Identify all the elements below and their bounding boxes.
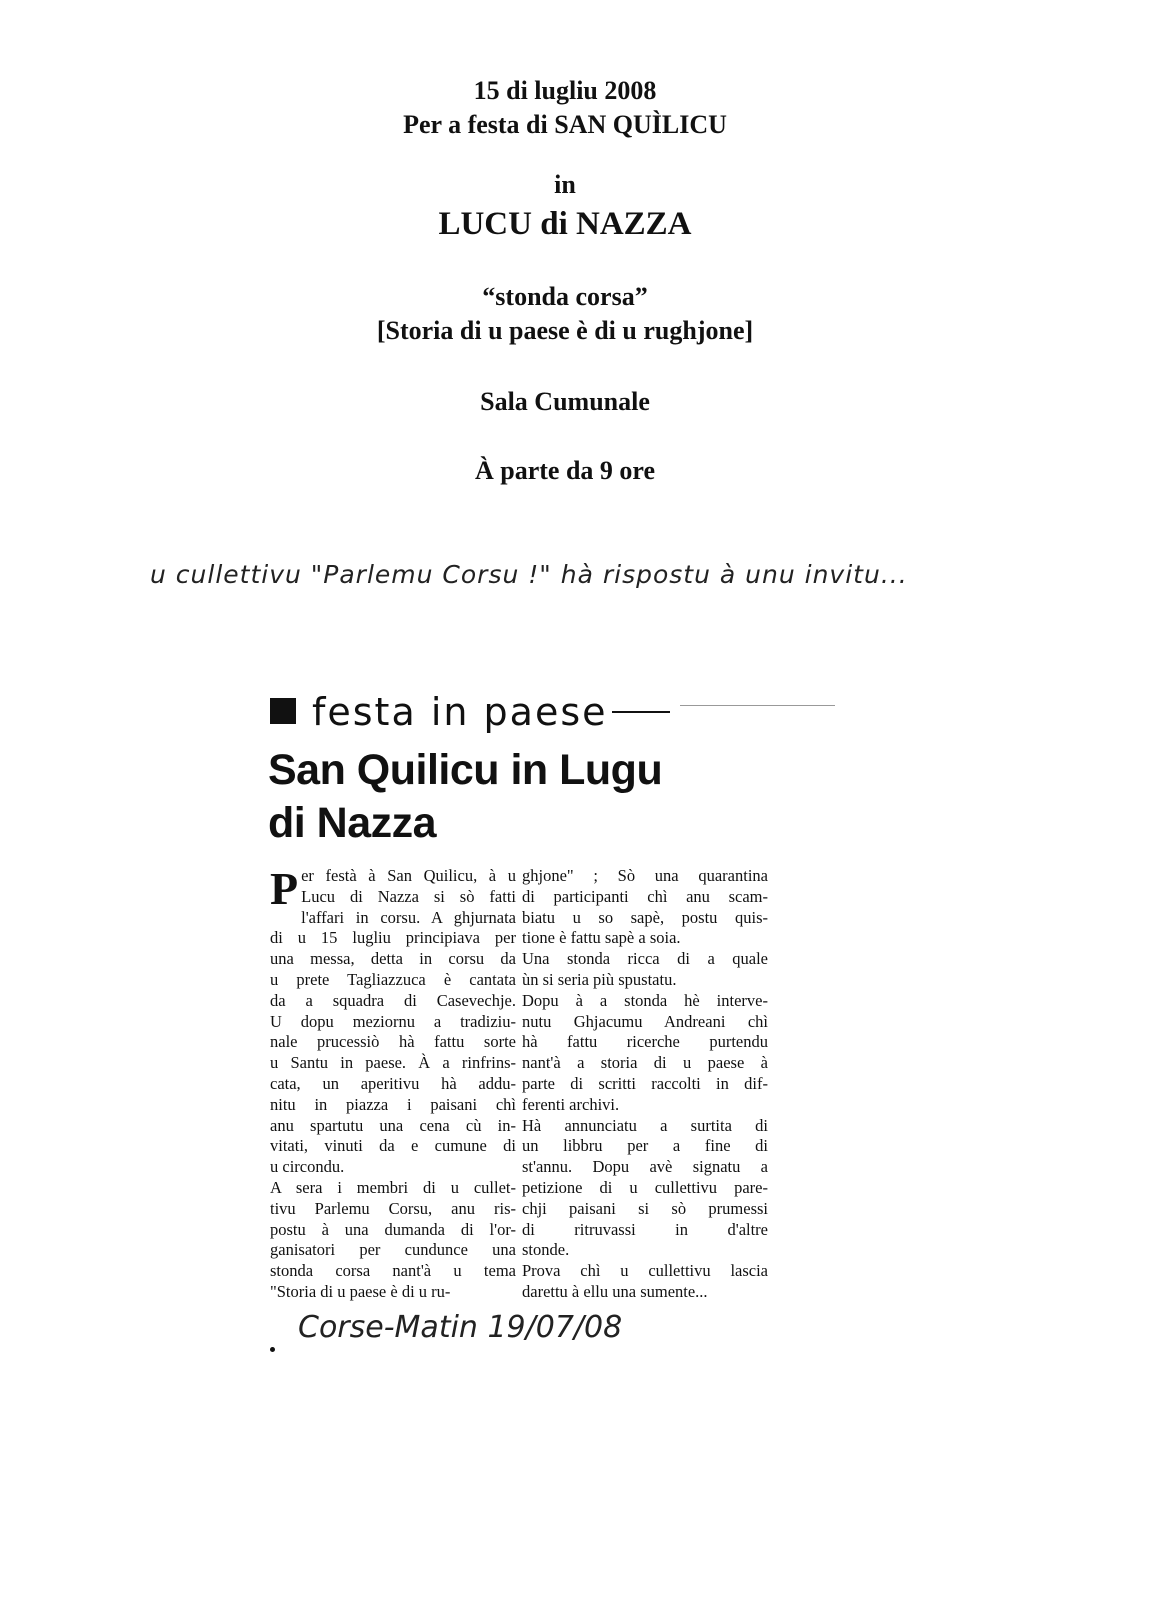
event-place: LUCU di NAZZA xyxy=(438,206,692,242)
article-line: u circondu. xyxy=(270,1157,345,1177)
event-time: À parte da 9 ore xyxy=(474,456,656,485)
article-line: una messa, detta in corsu da xyxy=(270,949,516,969)
article-line: tivu Parlemu Corsu, anu ris- xyxy=(270,1198,516,1218)
article-line: nitu in piazza i paisani chì xyxy=(270,1094,516,1114)
article-line: nutu Ghjacumu Andreani chì xyxy=(522,1011,768,1031)
article-line: Lucu di Nazza si sò fatti xyxy=(301,886,516,906)
article-kicker xyxy=(270,690,670,734)
article-line: ghjone" ; Sò una quarantina xyxy=(522,866,768,885)
event-venue: Sala Cumunale xyxy=(480,387,650,416)
kicker-text: festa in paese xyxy=(312,690,608,734)
in-word: in xyxy=(554,170,576,199)
article-line: petizione di u cullettivu pare- xyxy=(522,1177,768,1197)
article-line: di ritruvassi in d'altre xyxy=(522,1219,768,1239)
article-line: nant'à a storia di u paese à xyxy=(522,1053,768,1073)
article-line: Prova chì u cullettivu lascia xyxy=(522,1261,768,1281)
article-line: stonde. xyxy=(522,1240,570,1260)
article-line: parte di scritti raccolti in dif- xyxy=(522,1073,768,1093)
event-theme: [Storia di u paese è di u rughjone] xyxy=(376,316,754,345)
article-line: er festà à San Quilicu, à u xyxy=(301,866,516,885)
article-line: u Santu in paese. À a rinfrins- xyxy=(270,1053,516,1073)
article-line: da a squadra di Casevechje. xyxy=(270,990,516,1010)
article-line: ganisatori per cundunce una xyxy=(270,1240,516,1260)
article-column-1 xyxy=(270,863,516,1303)
article-line: U dopu meziornu a tradiziu- xyxy=(270,1011,516,1031)
article-line: anu spartutu una cena cù in- xyxy=(270,1115,516,1135)
dash-rule xyxy=(612,711,670,713)
article-line: u prete Tagliazzuca è cantata xyxy=(270,969,516,989)
handwritten-source-signature: Corse-Matin 19/07/08 xyxy=(298,1310,623,1345)
divider xyxy=(680,705,835,706)
article-line: A sera i membri di u cullet- xyxy=(270,1177,516,1197)
article-line: ferenti archivi. xyxy=(522,1094,620,1114)
article-line: Hà annunciatu a surtita di xyxy=(522,1115,768,1135)
article-line: st'annu. Dopu avè signatu a xyxy=(522,1157,768,1177)
article-line: tione è fattu sapè a soia. xyxy=(522,928,681,948)
square-bullet-icon xyxy=(270,698,296,724)
drop-cap: P xyxy=(270,863,299,914)
article-line: di u 15 lugliu principiava per xyxy=(270,928,516,948)
article-line: ùn si seria più spustatu. xyxy=(522,969,677,989)
handwritten-note: u cullettivu "Parlemu Corsu !" hà rispostu à unu invitu... xyxy=(150,560,908,589)
article-title-line1: San Quilicu in Lugu xyxy=(268,746,663,794)
article-line: biatu u so sapè, postu quis- xyxy=(522,907,768,927)
event-date: 15 di lugliu 2008 xyxy=(473,76,657,105)
article-line: postu à una dumanda di l'or- xyxy=(270,1219,516,1239)
article-column-2 xyxy=(522,866,768,1303)
article-line: hà fattu ricerche purtendu xyxy=(522,1032,768,1052)
dot xyxy=(270,1347,275,1352)
event-subtitle: “stonda corsa” xyxy=(482,282,648,311)
article-title-line2: di Nazza xyxy=(268,799,437,847)
article-line: nale prucessiò hà fattu sorte xyxy=(270,1032,516,1052)
event-name: Per a festa di SAN QUÌLICU xyxy=(403,110,727,139)
article-line: stonda corsa nant'à u tema xyxy=(270,1261,516,1281)
article-line: un libbru per a fine di xyxy=(522,1136,768,1156)
article-line: cata, un aperitivu hà addu- xyxy=(270,1073,516,1093)
article-line: vitati, vinuti da e cumune di xyxy=(270,1136,516,1156)
article-line: Una stonda ricca di a quale xyxy=(522,949,768,969)
article-line: "Storia di u paese è di u ru- xyxy=(270,1281,451,1301)
article-line: Dopu à a stonda hè interve- xyxy=(522,990,768,1010)
article-line: chji paisani si sò prumessi xyxy=(522,1198,768,1218)
article-line: darettu à ellu una sumente... xyxy=(522,1281,708,1301)
article-line: l'affari in corsu. A ghjurnata xyxy=(301,907,516,927)
article-line: di participanti chì anu scam- xyxy=(522,886,768,906)
